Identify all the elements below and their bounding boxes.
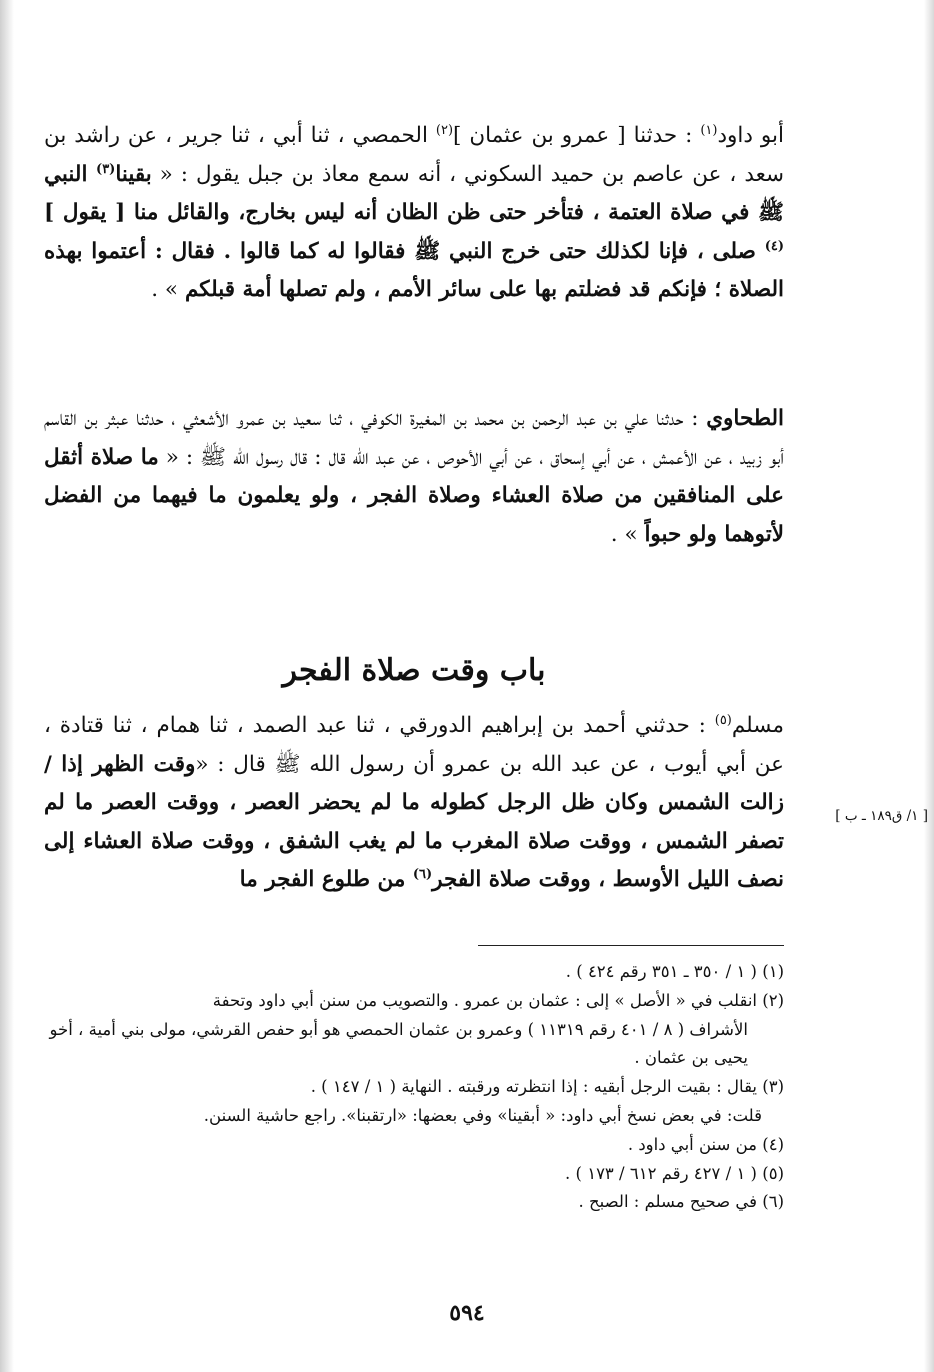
footnote-ref-6[interactable]: (٦) (412, 867, 433, 883)
footnote-4 (44, 1131, 784, 1160)
paragraph-2 (44, 400, 784, 554)
paragraph-3 (44, 707, 784, 900)
paragraph-1 (44, 117, 784, 310)
hadith-text-bold: وقت الظهر إذا / زالت الشمس وكان ظل الرجل كطوله ما لم يحضر العصر ، ووقت العصر ما لم تصفر الشمس ، ووقت صلاة المغرب ما لم يغب الشفق ، ووقت صلاة العشاء إلى نصف الليل الأوسط ، ووقت صلاة الفجر (44, 751, 784, 893)
manuscript-folio-marker: [ ١/ ق١٨٩ ـ ب ] (835, 808, 928, 824)
text-span: » . (610, 521, 645, 547)
narrator-abu-dawud: أبو داود (717, 123, 784, 148)
footnote-text-continued: الأشراف ( ٨ / ٤٠١ رقم ١١٣١٩ ) وعمرو بن عثمان الحمصي هو أبو حفص القرشي، مولى بني أمية ، أخو يحيى بن عثمان . (49, 1019, 748, 1068)
footnote-number: (٢) (762, 990, 784, 1010)
editor-comment: قلت: في بعض نسخ أبي داود: « أبقينا» وفي بعضها: «ارتقبنا». راجع حاشية السنن. (203, 1105, 762, 1125)
footnote-ref-2[interactable]: (٢) (435, 122, 454, 138)
footnote-6 (44, 1188, 784, 1217)
footnote-text: في صحيح مسلم : الصبح . (578, 1192, 763, 1212)
footnote-number: (٦) (762, 1192, 784, 1212)
hadith-tahawi (44, 400, 784, 554)
footnote-text: انقلب في « الأصل » إلى : عثمان بن عمرو . والتصويب من سنن أبي داود وتحفة (212, 990, 763, 1010)
footnote-ref-1[interactable]: (١) (700, 122, 718, 138)
text-span: : حدثنا علي بن عبد الرحمن بن محمد بن المغيرة الكوفي ، ثنا سعيد بن عمرو الأشعثي ، حدثنا عبثر بن القاسم أبو زبيد ، عن الأعمش ، عن أبي إسحاق ، عن أبي الأحوص ، عن عبد الله قال : قال رسول الله ﷺ : « (44, 406, 784, 470)
text-span: : حدثنا [ عمرو بن عثمان ] (453, 123, 701, 148)
hadith-text-bold: بقينا (115, 161, 152, 187)
page-edge-shadow-right (924, 0, 934, 1372)
footnotes-section (44, 958, 784, 1217)
narrator-muslim: مسلم (731, 713, 784, 738)
footnote-2 (44, 987, 784, 1073)
hadith-text-bold: النبي ﷺ في صلاة العتمة ، فتأخر حتى ظن الظان أنه ليس بخارج، والقائل منا [ يقول ] (44, 161, 784, 226)
hadith-abu-dawud (44, 117, 784, 310)
narrator-tahawi: الطحاوي (706, 406, 784, 431)
footnote-text: ( ١ / ٤٢٧ رقم ٦١٢ / ١٧٣ ) . (565, 1163, 763, 1183)
footnote-number: (٤) (762, 1134, 784, 1154)
footnote-text: يقال : بقيت الرجل أبقيه : إذا انتظرته ورقبته . النهاية ( ١ / ١٤٧ ) . (310, 1077, 763, 1097)
footnote-text: من سنن أبي داود . (627, 1134, 763, 1154)
footnote-number: (١) (762, 962, 784, 981)
footnote-divider (478, 945, 784, 946)
hadith-text-bold: من طلوع الفجر ما (239, 867, 413, 893)
footnote-number: (٥) (762, 1163, 784, 1183)
footnote-1 (44, 958, 784, 987)
hadith-text-bold: ما صلاة أثقل على المنافقين من صلاة العشاء وصلاة الفجر ، ولو يعلمون ما فيهما من الفضل لأتوهما ولو حبواً (44, 444, 784, 547)
footnote-5 (44, 1160, 784, 1189)
text-span: الحمصي ، ثنا أبي ، ثنا جرير ، عن راشد بن سعد ، عن عاصم بن حميد السكوني ، أنه سمع معاذ بن جبل يقول : « (44, 123, 784, 187)
footnote-3 (44, 1073, 784, 1102)
hadith-muslim (44, 707, 784, 900)
chapter-heading: باب وقت صلاة الفجر (282, 653, 546, 688)
page-number: ٥٩٤ (449, 1300, 485, 1326)
footnote-number: (٣) (762, 1077, 784, 1097)
text-span: » . (151, 277, 185, 303)
footnote-text: ( ١ / ٣٥٠ ـ ٣٥١ رقم ٤٢٤ ) . (565, 962, 763, 981)
footnote-ref-3[interactable]: (٣) (96, 161, 116, 177)
footnote-ref-4[interactable]: (٤) (764, 238, 784, 254)
text-span: : حدثني أحمد بن إبراهيم الدورقي ، ثنا عبد الصمد ، ثنا همام ، ثنا قتادة ، عن أبي أيوب ، عن عبد الله بن عمرو أن رسول الله ﷺ قال : « (44, 713, 784, 777)
hadith-text-bold: صلى ، فإنا لكذلك حتى خرج النبي ﷺ فقالوا له كما قالوا . فقال : أعتموا بهذه الصلاة ؛ فإنكم قد فضلتم بها على سائر الأمم ، ولم تصلها أمة قبلكم (44, 238, 784, 303)
page-edge-shadow-left (0, 0, 14, 1372)
footnote-ref-5[interactable]: (٥) (714, 712, 732, 728)
